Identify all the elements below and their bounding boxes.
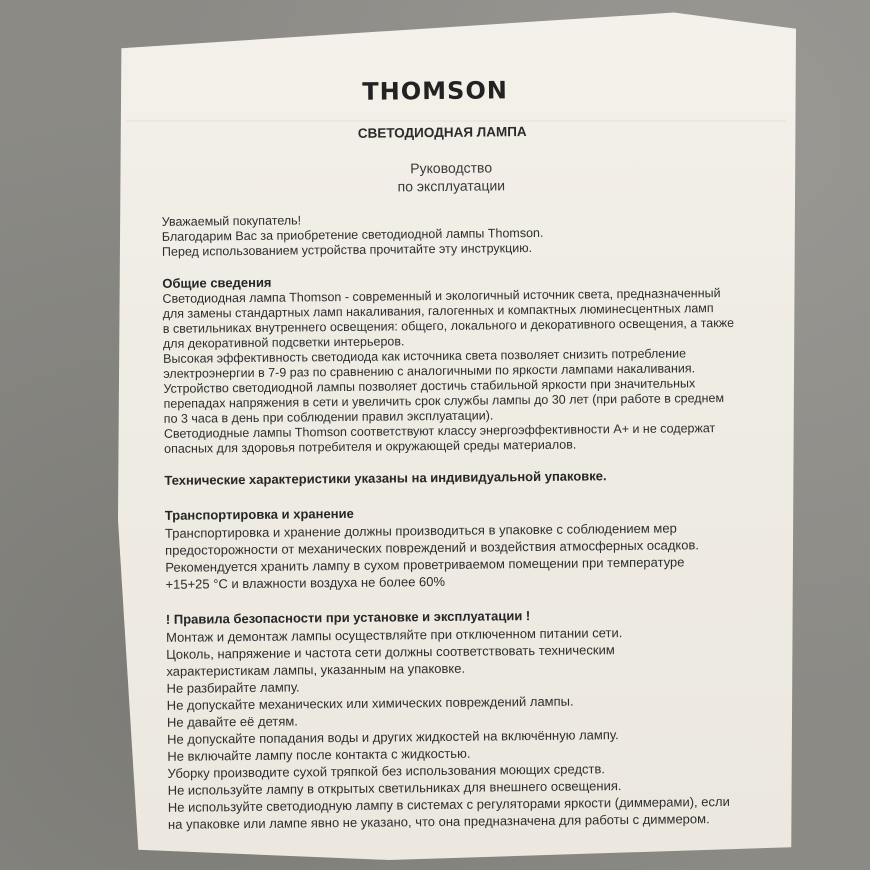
safety-line: Цоколь, напряжение и частота сети должны соответствовать техническим: [166, 642, 615, 662]
general-line: опасных для здоровья потребителя и окружающей среды материалов.: [163, 437, 577, 456]
safety-line: на упаковке или лампе явно не указано, что она предназначена для работы с диммером.: [167, 811, 710, 832]
product-title: СВЕТОДИОДНАЯ ЛАМПА: [357, 124, 527, 141]
general-line: перепадах напряжения в сети и увеличить срок службы лампы до 30 лет (при работе в среднем: [163, 391, 725, 411]
safety-line: Уборку производите сухой тряпкой без использования моющих средств.: [167, 761, 606, 781]
safety-heading: ! Правила безопасности при установке и эксплуатации !: [165, 608, 531, 627]
general-line: электроэнергии в 7-9 раз по сравнению с аналогичными по яркости лампами накаливания.: [163, 361, 696, 381]
safety-line: Не давайте её детям.: [166, 713, 298, 730]
greeting-line: Перед использованием устройства прочитайте эту инструкцию.: [161, 241, 533, 259]
safety-line: Не разбирайте лампу.: [166, 679, 300, 696]
manual-title-line: по эксплуатации: [397, 177, 506, 195]
general-line: для замены стандартных ламп накаливания, галогенных и компактных люминесцентных ламп: [162, 301, 714, 321]
paper-fold: [126, 120, 786, 122]
general-line: Светодиодная лампа Thomson - современный и экологичный источник света, предназначенный: [162, 286, 721, 306]
safety-line: характеристикам лампы, указанным на упаковке.: [166, 660, 466, 679]
safety-line: Не используйте лампу в открытых светильниках для внешнего освещения.: [167, 778, 622, 798]
transport-line: Транспортировка и хранение должны производиться в упаковке с соблюдением мер: [164, 520, 677, 541]
tech-note: Технические характеристики указаны на индивидуальной упаковке.: [164, 468, 607, 488]
transport-line: предосторожности от механических повреждений и воздействия атмосферных осадков.: [165, 537, 700, 558]
safety-line: Монтаж и демонтаж лампы осуществляйте при отключенном питании сети.: [165, 625, 623, 645]
transport-line: +15+25 °С и влажности воздуха не более 60%: [165, 573, 446, 592]
general-heading: Общие сведения: [162, 274, 272, 291]
brand-logo: THOMSON: [362, 76, 508, 106]
manual-title: [351, 158, 551, 196]
safety-line: Не используйте светодиодную лампу в системах с регуляторами яркости (диммерами), если: [167, 793, 730, 815]
general-line: Высокая эффективность светодиода как источника света позволяет снизить потребление: [163, 346, 687, 366]
transport-heading: Транспортировка и хранение: [164, 505, 354, 523]
general-line: для декоративной подсветки интерьеров.: [162, 334, 405, 351]
general-line: по 3 часа в день при соблюдении правил эксплуатации).: [163, 408, 494, 426]
safety-line: Не допускайте попадания воды и других жидкостей на включённую лампу.: [167, 727, 619, 747]
greeting-line: Уважаемый покупатель!: [161, 213, 302, 229]
manual-title-line: Руководство: [410, 159, 493, 177]
safety-line: Не допускайте механических или химических повреждений лампы.: [166, 693, 574, 713]
greeting-line: Благодарим Вас за приобретение светодиодной лампы Thomson.: [161, 225, 544, 244]
safety-line: Не включайте лампу после контакта с жидкостью.: [167, 745, 471, 764]
transport-line: Рекомендуется хранить лампу в сухом проветриваемом помещении при температуре: [165, 554, 685, 575]
general-line: в светильниках внутреннего освещения: общего, локального и декоративного освещения, а также: [162, 315, 735, 336]
general-line: Устройство светодиодной лампы позволяет достичь стабильной яркости при значительных: [163, 376, 696, 396]
general-line: Светодиодные лампы Thomson соответствуют классу энергоэффективности А+ и не содержат: [163, 421, 716, 441]
